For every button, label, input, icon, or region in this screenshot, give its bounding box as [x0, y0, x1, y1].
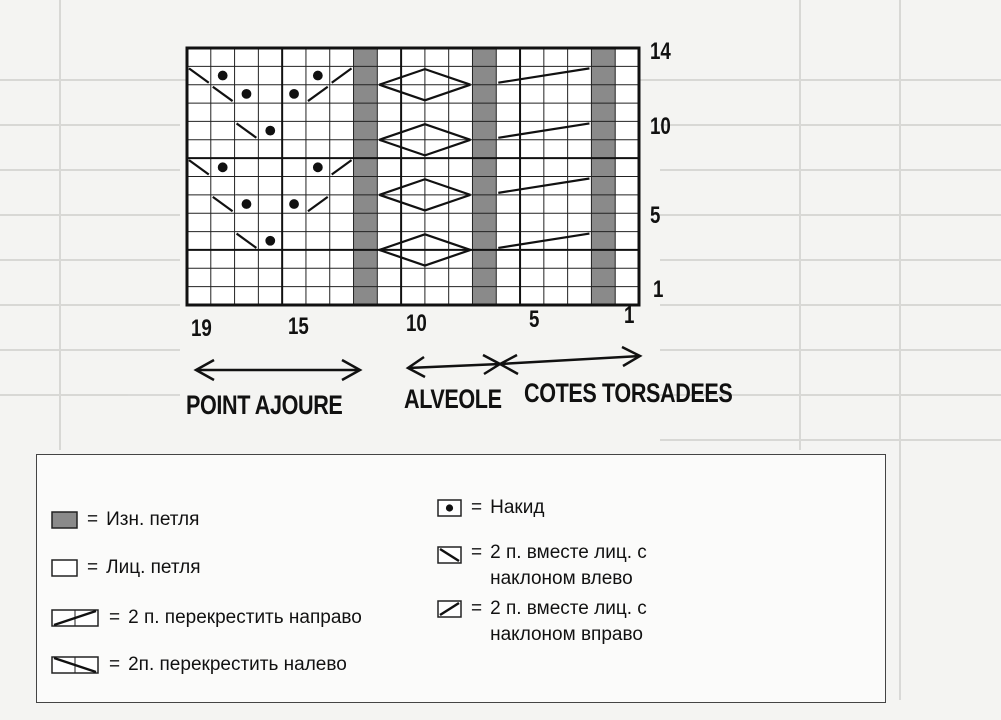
legend-equals: =	[471, 598, 483, 619]
row-label-14: 14	[650, 38, 671, 65]
legend-equals: =	[87, 509, 99, 530]
knit-stitch-icon	[51, 558, 79, 578]
legend-item-purl	[51, 510, 199, 533]
cotes-torsadees-arrow	[500, 356, 640, 364]
legend-text-purl: Изн. петля	[106, 509, 200, 530]
yarn-over-symbol	[314, 164, 322, 172]
col-label-1: 1	[624, 302, 635, 329]
col-label-10: 10	[406, 310, 427, 337]
yarn-over-symbol	[243, 90, 251, 98]
legend-text-k2tog-left: 2 п. вместе лиц. с наклоном влево	[490, 542, 647, 589]
legend-item-k2tog-right	[437, 599, 690, 648]
legend-equals: =	[87, 557, 99, 578]
col-label-5: 5	[529, 306, 540, 333]
legend-text-yarn-over: Накид	[490, 497, 545, 518]
section-label-alveole: ALVEOLE	[404, 384, 502, 414]
yarn-over-symbol	[266, 237, 274, 245]
row-label-5: 5	[650, 202, 661, 229]
section-label-cotes-torsadees: COTES TORSADEES	[524, 378, 733, 408]
yarn-over-symbol	[266, 127, 274, 135]
row-label-10: 10	[650, 113, 671, 140]
k2tog-right-icon	[437, 599, 463, 619]
legend-item-cross-right	[51, 608, 362, 631]
section-arrows	[196, 347, 640, 380]
legend-equals: =	[109, 654, 121, 675]
legend-item-yarn-over	[437, 498, 544, 521]
yarn-over-symbol	[219, 72, 227, 80]
legend-equals: =	[109, 607, 121, 628]
legend-equals: =	[471, 497, 483, 518]
legend	[36, 454, 886, 703]
yarn-over-symbol	[290, 200, 298, 208]
yarn-over-symbol	[243, 200, 251, 208]
legend-text-cross-right: 2 п. перекрестить направо	[128, 607, 362, 628]
yarn-over-symbol	[290, 90, 298, 98]
legend-equals: =	[471, 542, 483, 563]
legend-text-k2tog-right: 2 п. вместе лиц. с наклоном вправо	[490, 598, 647, 645]
yarn-over-symbol	[314, 72, 322, 80]
col-label-19: 19	[191, 315, 212, 342]
legend-text-cross-left: 2п. перекрестить налево	[128, 654, 347, 675]
k2tog-left-icon	[437, 545, 463, 565]
yarn-over-symbol	[219, 164, 227, 172]
legend-item-knit	[51, 558, 201, 581]
alveole-arrow	[408, 364, 500, 368]
purl-stitch-icon	[51, 510, 79, 530]
cross-left-icon	[51, 655, 101, 675]
legend-text-knit: Лиц. петля	[106, 557, 201, 578]
yarn-over-icon	[437, 498, 463, 518]
legend-item-k2tog-left	[437, 543, 690, 592]
section-label-point-ajoure: POINT AJOURE	[186, 390, 343, 420]
legend-item-cross-left	[51, 655, 347, 678]
row-label-1: 1	[653, 276, 664, 303]
cross-right-icon	[51, 608, 101, 628]
col-label-15: 15	[288, 313, 309, 340]
